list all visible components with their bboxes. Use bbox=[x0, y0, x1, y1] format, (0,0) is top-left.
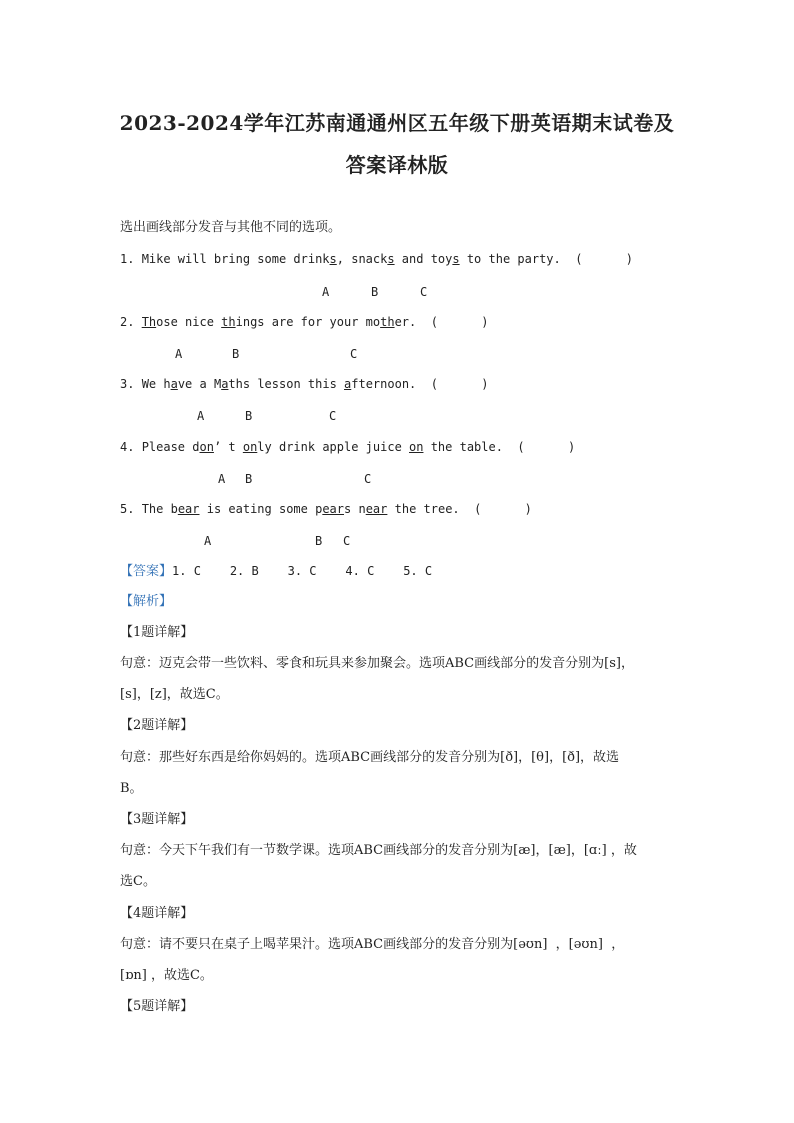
detail-4-line-1: 句意：请不要只在桌子上喝苹果汁。选项ABC画线部分的发音分别为[əʊn] ，[əʊn] ， bbox=[120, 937, 625, 952]
question-4-option-a: A bbox=[218, 472, 226, 486]
question-4-option-c: C bbox=[364, 472, 372, 486]
detail-4-line-2: [ɒn] ，故选C。 bbox=[120, 968, 213, 983]
question-5-option-b: B bbox=[315, 534, 323, 548]
detail-2-line-2: B。 bbox=[120, 781, 143, 796]
instruction: 选出画线部分发音与其他不同的选项。 bbox=[120, 220, 342, 235]
document-title-line-2: 答案译林版 bbox=[345, 153, 449, 177]
question-4-option-b: B bbox=[245, 472, 253, 486]
question-3-option-a: A bbox=[197, 409, 205, 423]
question-3-option-b: B bbox=[245, 409, 253, 423]
question-2-option-a: A bbox=[175, 347, 183, 361]
question-1-option-b: B bbox=[371, 285, 379, 299]
document-title-line-1: 2023-2024学年江苏南通通州区五年级下册英语期末试卷及 bbox=[119, 111, 675, 135]
answer-line bbox=[120, 563, 432, 580]
question-2-option-c: C bbox=[350, 347, 358, 361]
detail-3-heading: 【3题详解】 bbox=[120, 812, 194, 827]
question-5-option-a: A bbox=[204, 534, 212, 548]
detail-2-heading: 【2题详解】 bbox=[120, 718, 194, 733]
question-5: 5. The bear is eating some pears near the tree. ( ) bbox=[120, 502, 532, 516]
question-1-option-a: A bbox=[322, 285, 330, 299]
detail-2-line-1: 句意：那些好东西是给你妈妈的。选项ABC画线部分的发音分别为[ð]，[θ]，[ð]，故选 bbox=[120, 750, 620, 765]
question-1: 1. Mike will bring some drinks, snacks and toys to the party. ( ) bbox=[120, 252, 633, 266]
question-4: 4. Please don’ t only drink apple juice on the table. ( ) bbox=[120, 440, 576, 454]
detail-4-heading: 【4题详解】 bbox=[120, 906, 194, 921]
analysis-label: 【解析】 bbox=[120, 594, 173, 609]
detail-1-heading: 【1题详解】 bbox=[120, 625, 194, 640]
question-3-option-c: C bbox=[329, 409, 337, 423]
detail-1-line-2: [s]，[z]，故选C。 bbox=[120, 687, 229, 702]
question-2-option-b: B bbox=[232, 347, 240, 361]
detail-3-line-1: 句意：今天下午我们有一节数学课。选项ABC画线部分的发音分别为[æ]，[æ]，[ɑː] ，故 bbox=[120, 843, 637, 858]
detail-3-line-2: 选C。 bbox=[120, 874, 156, 889]
question-2: 2. Those nice things are for your mother. ( ) bbox=[120, 315, 489, 329]
detail-1-line-1: 句意：迈克会带一些饮料、零食和玩具来参加聚会。选项ABC画线部分的发音分别为[s]， bbox=[120, 656, 634, 671]
question-1-option-c: C bbox=[420, 285, 428, 299]
answer-label: 【答案】 bbox=[120, 564, 173, 579]
detail-5-heading: 【5题详解】 bbox=[120, 999, 194, 1014]
answer-text: 1. C 2. B 3. C 4. C 5. C bbox=[172, 564, 433, 578]
question-5-option-c: C bbox=[343, 534, 351, 548]
question-3: 3. We have a Maths lesson this afternoon. ( ) bbox=[120, 377, 489, 391]
